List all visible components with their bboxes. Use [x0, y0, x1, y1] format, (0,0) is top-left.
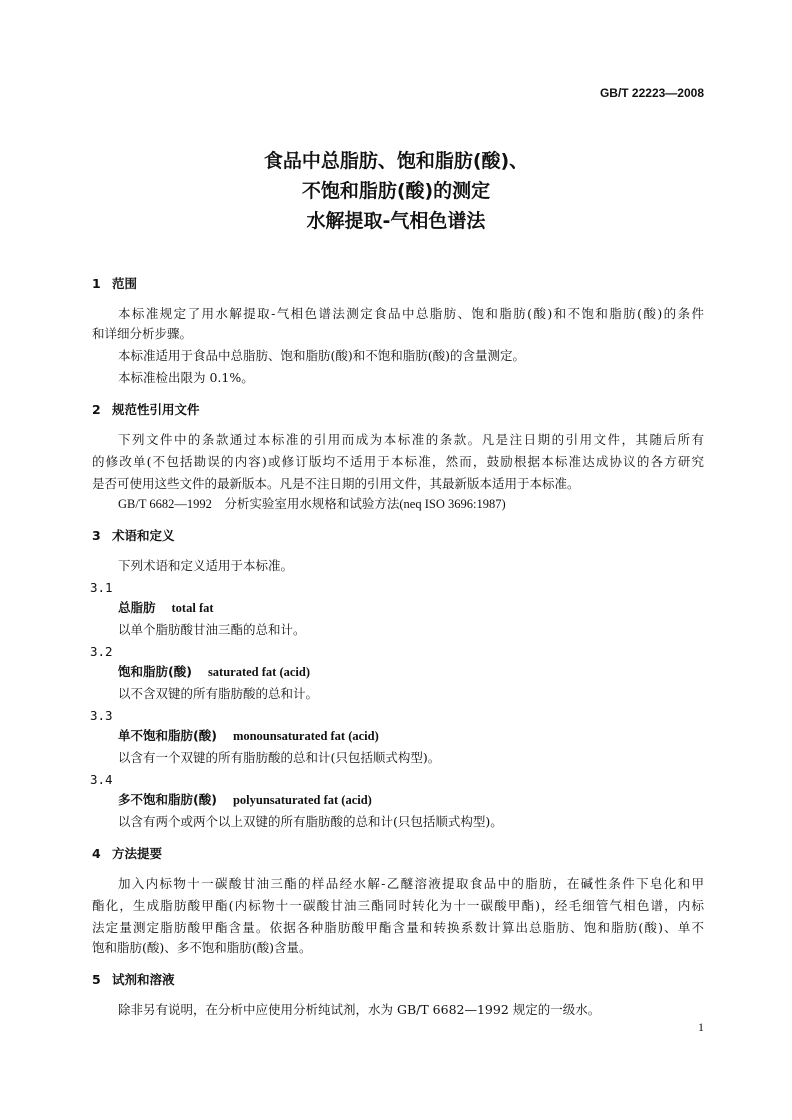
term-definition: 以单个脂肪酸甘油三酯的总和计。	[118, 622, 306, 637]
term-heading	[118, 728, 379, 744]
term-definition: 以不含双键的所有脂肪酸的总和计。	[118, 686, 319, 701]
section-4-paragraph-line: 加入内标物十一碳酸甘油三酯的样品经水解-乙醚溶液提取食品中的脂肪，在碱性条件下皂化和甲	[118, 876, 704, 891]
section-5-heading	[92, 972, 175, 988]
section-title: 规范性引用文件	[112, 402, 200, 417]
term-chinese: 饱和脂肪(酸)	[118, 664, 192, 679]
term-english: polyunsaturated fat (acid)	[232, 793, 372, 807]
section-4-paragraph-line: 法定量测定脂肪酸甲酯含量。依据各种脂肪酸甲酯含量和转换系数计算出总脂肪、饱和脂肪(酸)、单不	[92, 920, 704, 935]
normative-reference: GB/T 6682—1992 分析实验室用水规格和试验方法(neq ISO 3696:1987)	[118, 497, 506, 511]
term-chinese: 多不饱和脂肪(酸)	[118, 792, 217, 807]
section-title: 试剂和溶液	[112, 972, 175, 987]
section-number: 4	[92, 846, 101, 861]
section-1-paragraph-line: 和详细分析步骤。	[92, 326, 193, 341]
term-number: 3.1	[90, 580, 113, 595]
section-4-paragraph-line: 酯化，生成脂肪酸甲酯(内标物十一碳酸甘油三酯同时转化为十一碳酸甲酯)，经毛细管气相色谱，内标	[92, 898, 704, 913]
section-1-heading	[92, 276, 137, 292]
section-title: 术语和定义	[112, 528, 175, 543]
section-4-heading	[92, 846, 162, 862]
page-number: 1	[698, 1020, 704, 1034]
term-chinese: 单不饱和脂肪(酸)	[118, 728, 217, 743]
section-1-scope-paragraph: 本标准适用于食品中总脂肪、饱和脂肪(酸)和不饱和脂肪(酸)的含量测定。	[118, 348, 526, 363]
term-definition: 以含有两个或两个以上双键的所有脂肪酸的总和计(只包括顺式构型)。	[118, 814, 503, 829]
section-number: 2	[92, 402, 101, 417]
section-5-paragraph: 除非另有说明，在分析中应使用分析纯试剂，水为 GB/T 6682—1992 规定的一级水。	[118, 1002, 601, 1017]
section-number: 3	[92, 528, 101, 543]
term-number: 3.4	[90, 772, 113, 787]
section-3-heading	[92, 528, 175, 544]
term-english: monounsaturated fat (acid)	[232, 729, 379, 743]
section-2-paragraph-line: 的修改单(不包括勘误的内容)或修订版均不适用于本标准，然而，鼓励根据本标准达成协议的各方研究	[92, 454, 704, 469]
term-definition: 以含有一个双键的所有脂肪酸的总和计(只包括顺式构型)。	[118, 750, 441, 765]
term-number: 3.2	[90, 644, 113, 659]
term-english: saturated fat (acid)	[207, 665, 311, 679]
section-2-paragraph-line: 下列文件中的条款通过本标准的引用而成为本标准的条款。凡是注日期的引用文件，其随后所有	[118, 432, 704, 447]
term-english: total fat	[171, 601, 214, 615]
section-title: 范围	[112, 276, 138, 291]
section-1-detection-limit: 本标准检出限为 0.1%。	[118, 370, 254, 385]
section-2-heading	[92, 402, 200, 418]
term-heading	[118, 600, 214, 616]
section-3-intro: 下列术语和定义适用于本标准。	[118, 558, 294, 573]
section-1-paragraph-line: 本标准规定了用水解提取-气相色谱法测定食品中总脂肪、饱和脂肪(酸)和不饱和脂肪(酸)的条件	[118, 306, 704, 321]
standard-code: GB/T 22223—2008	[599, 86, 704, 100]
section-number: 5	[92, 972, 101, 987]
term-heading	[118, 792, 372, 808]
section-number: 1	[92, 276, 101, 291]
document-title-line-3: 水解提取-气相色谱法	[306, 210, 486, 232]
term-number: 3.3	[90, 708, 113, 723]
term-chinese: 总脂肪	[118, 600, 156, 615]
document-title-line-2: 不饱和脂肪(酸)的测定	[301, 180, 491, 202]
term-heading	[118, 664, 310, 680]
document-title-line-1: 食品中总脂肪、饱和脂肪(酸)、	[263, 150, 529, 172]
section-4-paragraph-line: 饱和脂肪(酸)、多不饱和脂肪(酸)含量。	[92, 940, 312, 955]
section-2-paragraph-line: 是否可使用这些文件的最新版本。凡是不注日期的引用文件，其最新版本适用于本标准。	[92, 476, 580, 491]
section-title: 方法提要	[112, 846, 163, 861]
